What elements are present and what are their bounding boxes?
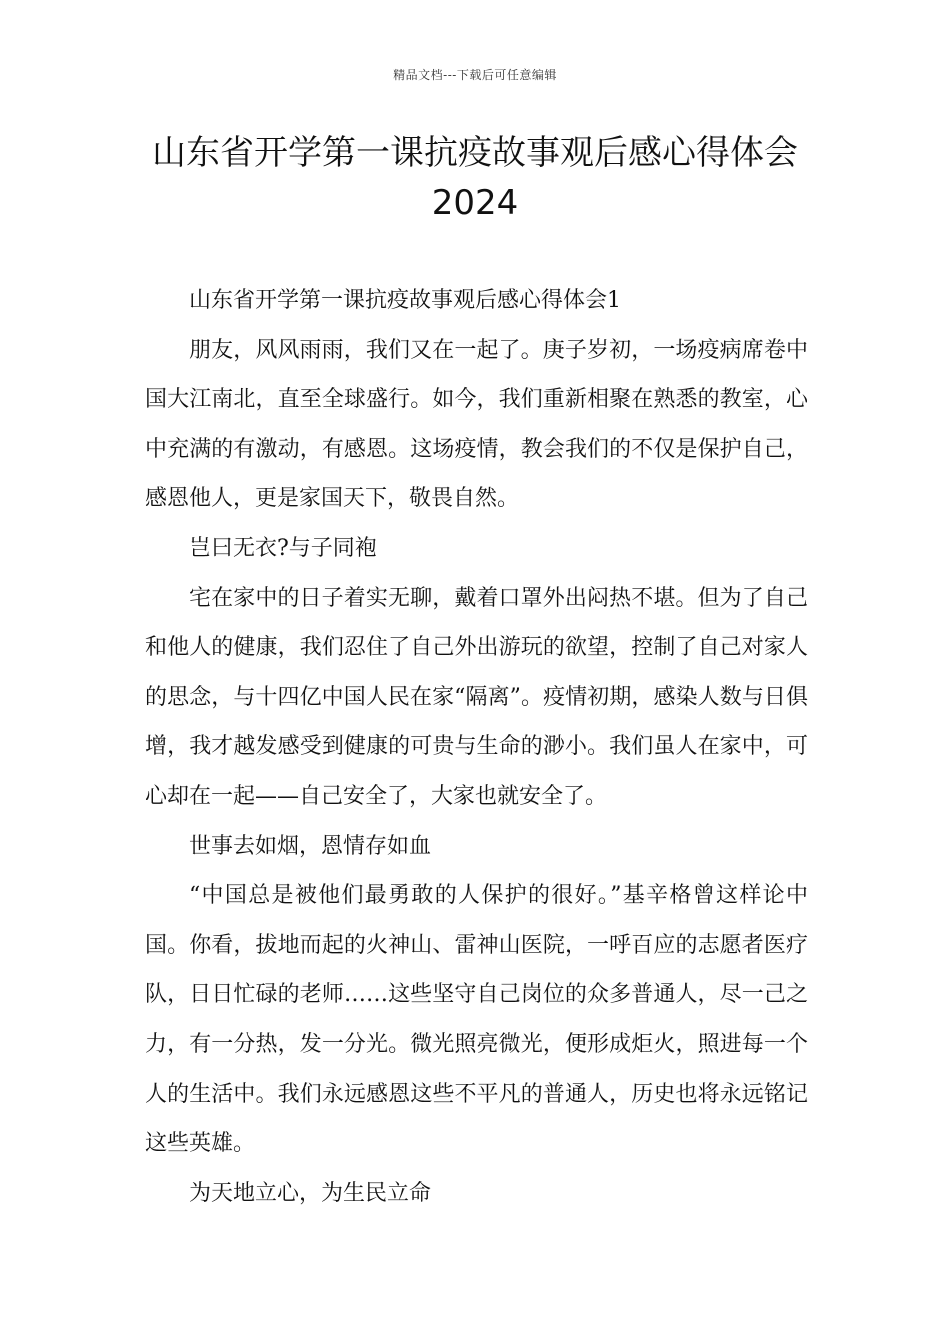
section-heading: 岂曰无衣?与子同袍 xyxy=(189,535,377,561)
body-paragraph: “中国总是被他们最勇敢的人保护的很好。”基辛格曾这样论中国。你看，拔地而起的火神山、雷神山医院，一呼百应的志愿者医疗队，日日忙碌的老师……这些坚守自己岗位的众多普通人，尽一己之力，有一分热，发一分光。微光照亮微光，便形成炬火，照进每一个人的生活中。我们永远感恩这些不平凡的普通人，历史也将永远铭记这些英雄。 xyxy=(145,883,808,1157)
body-paragraph: 朋友，风风雨雨，我们又在一起了。庚子岁初，一场疫病席卷中国大江南北，直至全球盛行。如今，我们重新相聚在熟悉的教室，心中充满的有激动，有感恩。这场疫情，教会我们的不仅是保护自己，感恩他人，更是家国天下，敬畏自然。 xyxy=(145,337,808,512)
document-title: 山东省开学第一课抗疫故事观后感心得体会2024 xyxy=(152,133,798,223)
section-heading: 为天地立心，为生民立命 xyxy=(189,1180,432,1206)
section-heading: 山东省开学第一课抗疫故事观后感心得体会1 xyxy=(189,288,621,313)
document-body xyxy=(145,276,808,1218)
header-note: 精品文档---下载后可任意编辑 xyxy=(393,68,557,82)
section-heading: 世事去如烟，恩情存如血 xyxy=(189,833,432,859)
body-paragraph: 宅在家中的日子着实无聊，戴着口罩外出闷热不堪。但为了自己和他人的健康，我们忍住了自己外出游玩的欲望，控制了自己对家人的思念，与十四亿中国人民在家“隔离”。疫情初期，感染人数与日俱增，我才越发感受到健康的可贵与生命的渺小。我们虽人在家中，可心却在一起——自己安全了，大家也就安全了。 xyxy=(145,585,808,809)
